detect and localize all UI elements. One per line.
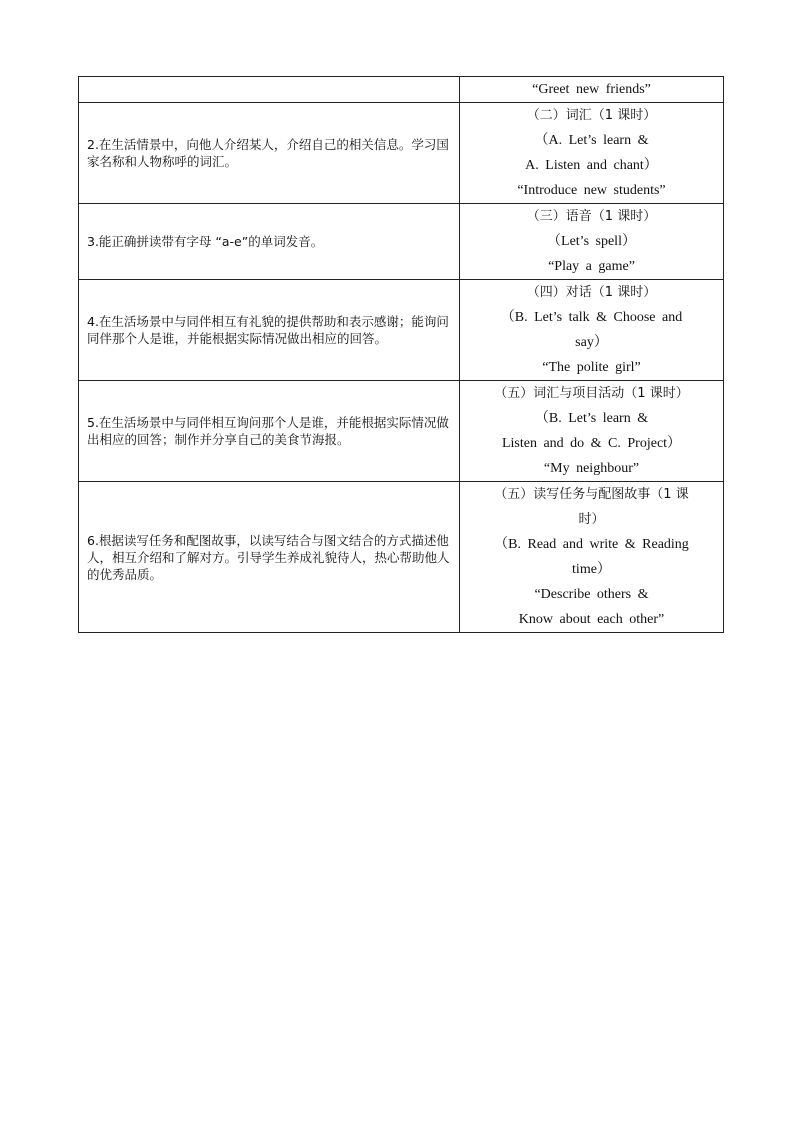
lesson-line: （三）语音（1 课时）	[526, 209, 657, 224]
objective-cell	[79, 103, 460, 204]
lesson-cell	[460, 482, 724, 633]
objective-cell	[79, 77, 460, 103]
table-row	[79, 77, 724, 103]
lesson-line: say）	[575, 335, 608, 350]
lesson-line: A. Listen and chant）	[525, 158, 658, 173]
lesson-cell	[460, 280, 724, 381]
table-row	[79, 280, 724, 381]
objective-cell	[79, 280, 460, 381]
objective-cell	[79, 482, 460, 633]
lesson-line: “Greet new friends”	[532, 82, 651, 97]
lesson-line: time）	[572, 562, 611, 577]
lesson-line: Listen and do & C. Project）	[501, 436, 682, 451]
lesson-cell	[460, 103, 724, 204]
lesson-line: （B. Let’s talk & Choose and	[500, 310, 683, 325]
objective-text: 6.根据读写任务和配图故事，以读写结合与图文结合的方式描述他人，相互介绍和了解对方。引导学生养成礼貌待人，热心帮助他人的优秀品质。	[87, 532, 450, 582]
lesson-line: “Play a game”	[548, 259, 635, 274]
lesson-line: （B. Read and write & Reading	[494, 537, 689, 552]
objective-cell	[79, 204, 460, 280]
lesson-line: （B. Let’s learn &	[534, 411, 649, 426]
lesson-cell	[460, 204, 724, 280]
lesson-cell	[460, 381, 724, 482]
lesson-plan-table	[78, 76, 724, 633]
objective-cell	[79, 381, 460, 482]
lesson-line: （五）词汇与项目活动（1 课时）	[494, 386, 689, 401]
lesson-line: （Let’s spell）	[547, 234, 636, 249]
lesson-cell	[460, 77, 724, 103]
objective-text: 2.在生活情景中，向他人介绍某人，介绍自己的相关信息。学习国家名称和人物称呼的词汇。	[87, 137, 449, 169]
lesson-line: “Describe others &	[534, 587, 649, 602]
objective-text: 3.能正确拼读带有字母 “a-e”的单词发音。	[87, 234, 324, 249]
lesson-line: （四）对话（1 课时）	[526, 285, 657, 300]
lesson-line: “Introduce new students”	[517, 183, 666, 198]
lesson-line: （A. Let’s learn &	[534, 133, 649, 148]
lesson-line: Know about each other”	[518, 612, 665, 627]
table-row	[79, 204, 724, 280]
objective-text: 4.在生活场景中与同伴相互有礼貌的提供帮助和表示感谢；能询问同伴那个人是谁，并能根据实际情况做出相应的回答。	[87, 314, 449, 346]
lesson-line: “The polite girl”	[542, 360, 641, 375]
table-row	[79, 381, 724, 482]
lesson-line: “My neighbour”	[543, 461, 640, 476]
lesson-line: （五）读写任务与配图故事（1 课	[494, 487, 689, 502]
lesson-line: 时）	[578, 512, 605, 527]
table-row	[79, 482, 724, 633]
table-row	[79, 103, 724, 204]
lesson-line: （二）词汇（1 课时）	[526, 108, 657, 123]
objective-text: 5.在生活场景中与同伴相互询问那个人是谁，并能根据实际情况做出相应的回答；制作并分享自己的美食节海报。	[87, 415, 449, 447]
